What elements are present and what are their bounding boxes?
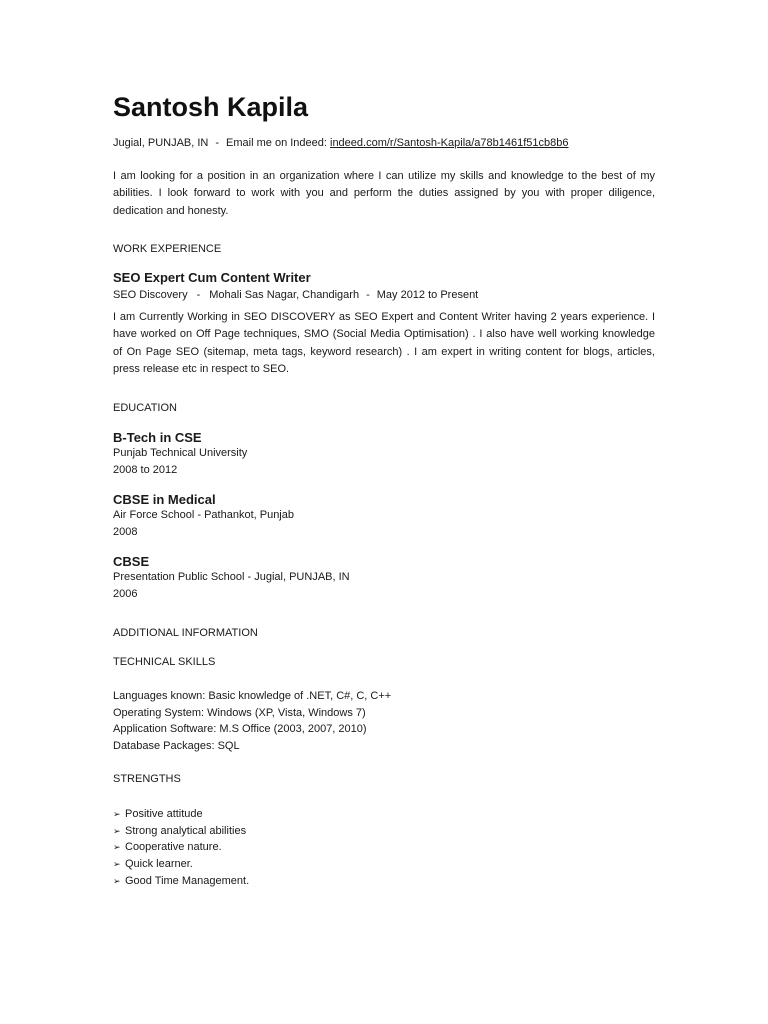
job-meta [113, 289, 478, 301]
list-item: Application Software: M.S Office (2003, 2007, 2010) [113, 723, 367, 736]
education-years: 2006 [113, 588, 138, 600]
arrow-bullet-icon: ➢ [113, 860, 121, 871]
list-item: Languages known: Basic knowledge of .NET, C#, C, C++ [113, 690, 392, 702]
education-school: Presentation Public School - Jugial, PUNJAB, IN [113, 571, 350, 583]
contact-location: Jugial, PUNJAB, IN [113, 137, 209, 149]
technical-skills-list [113, 688, 391, 755]
list-item: ➢ Cooperative nature. [113, 839, 249, 856]
additional-information-heading: ADDITIONAL INFORMATION [113, 627, 258, 639]
education-years: 2008 [113, 526, 138, 538]
education-degree: B-Tech in CSE [113, 430, 202, 445]
job-title: SEO Expert Cum Content Writer [113, 270, 311, 285]
education-school: Punjab Technical University [113, 447, 248, 459]
arrow-bullet-icon: ➢ [113, 810, 121, 820]
arrow-bullet-icon: ➢ [113, 876, 121, 887]
summary-paragraph: I am looking for a position in an organization where I can utilize my skills and knowledge to the best of my abilities. I look forward to work with you and perform the duties assigned by you with proper diligence, dedication and honesty. [113, 170, 655, 217]
education-heading: EDUCATION [113, 402, 177, 414]
list-item: ➢ Good Time Management. [113, 873, 249, 890]
list-item: ➢ Quick learner. [113, 856, 249, 873]
education-years: 2008 to 2012 [113, 464, 178, 476]
list-item: ➢ Strong analytical abilities [113, 823, 249, 840]
work-experience-heading: WORK EXPERIENCE [113, 243, 222, 255]
list-item: Operating System: Windows (XP, Vista, Windows 7) [113, 706, 366, 719]
job-separator-1: - [196, 289, 201, 301]
education-degree: CBSE [113, 554, 150, 569]
job-dates: May 2012 to Present [376, 289, 479, 301]
strengths-list [113, 806, 249, 889]
contact-email-label: Email me on Indeed: [226, 137, 327, 149]
list-item: Database Packages: SQL [113, 740, 240, 753]
education-degree: CBSE in Medical [113, 492, 216, 507]
candidate-name: Santosh Kapila [113, 92, 309, 122]
indeed-profile-link[interactable]: indeed.com/r/Santosh-Kapila/a78b1461f51cb8b6 [330, 137, 569, 149]
list-item: ➢ Positive attitude [113, 806, 249, 823]
job-company: SEO Discovery [113, 289, 188, 301]
technical-skills-heading: TECHNICAL SKILLS [113, 656, 216, 668]
contact-separator: - [215, 137, 220, 149]
contact-line [113, 137, 569, 149]
job-separator-2: - [366, 289, 370, 301]
job-description: I am Currently Working in SEO DISCOVERY as SEO Expert and Content Writer having 2 years experience. I have worked on Off Page techniques, SMO (Social Media Optimisation) . I also have well working knowledge of On Page SEO (sitemap, meta tags, keyword research) . I am expert in writing content for blogs, articles, press release etc in respect to SEO. [113, 311, 655, 375]
arrow-bullet-icon: ➢ [113, 843, 121, 854]
job-location: Mohali Sas Nagar, Chandigarh [209, 289, 360, 301]
education-school: Air Force School - Pathankot, Punjab [113, 509, 294, 521]
strengths-heading: STRENGTHS [113, 773, 181, 785]
arrow-bullet-icon: ➢ [113, 826, 121, 837]
